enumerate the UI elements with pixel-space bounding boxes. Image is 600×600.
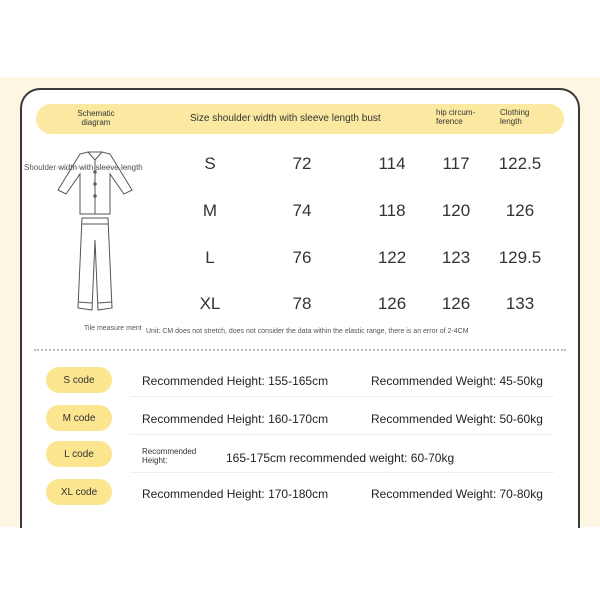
size-code-pill: XL code (46, 479, 112, 505)
cell-size: L (205, 248, 215, 267)
cell-length: 126 (505, 201, 535, 220)
cell-bust: 118 (378, 201, 406, 220)
cell-shoulder-sleeve: 74 (292, 201, 312, 220)
header-schematic: Schematic diagram (77, 109, 115, 127)
cell-hip: 120 (441, 201, 471, 220)
cell-hip: 123 (441, 248, 471, 267)
header-length: Clothing length (500, 108, 530, 126)
row-divider (130, 396, 554, 397)
cell-hip: 126 (441, 294, 471, 313)
recommended-height-weight: 165-175cm recommended weight: 60-70kg (226, 451, 455, 465)
cell-shoulder-sleeve: 72 (292, 154, 312, 173)
recommended-height: Recommended Height: 160-170cm (142, 412, 329, 426)
cell-bust: 122 (377, 248, 407, 267)
recommended-height-label: Recommended Height: (142, 447, 197, 465)
measurement-note: Unit: CM does not stretch, does not consider the data within the elastic range, there is an error of 2-4CM (146, 328, 469, 335)
cell-size: XL (199, 294, 221, 313)
header-main-columns: Size shoulder width with sleeve length bust (190, 113, 381, 124)
recommended-weight: Recommended Weight: 50-60kg (371, 412, 543, 426)
cell-bust: 126 (377, 294, 407, 313)
cell-length: 133 (505, 294, 535, 313)
size-code-pill: M code (46, 405, 112, 431)
cell-hip: 117 (442, 154, 470, 173)
header-hip: hip circum- ference (436, 108, 476, 126)
cell-shoulder-sleeve: 78 (292, 294, 312, 313)
cell-shoulder-sleeve: 76 (292, 248, 312, 267)
note-prefix: Tile measure ment (84, 325, 142, 332)
recommended-height: Recommended Height: 155-165cm (142, 374, 329, 388)
recommended-weight: Recommended Weight: 70-80kg (371, 487, 543, 501)
recommended-weight: Recommended Weight: 45-50kg (371, 374, 543, 388)
cell-size: S (204, 154, 216, 173)
cell-length: 122.5 (498, 154, 542, 173)
cell-bust: 114 (378, 154, 406, 173)
row-divider (130, 434, 554, 435)
cell-size: M (202, 201, 218, 220)
cell-length: 129.5 (498, 248, 542, 267)
dotted-divider (34, 349, 566, 351)
diagram-label: Shoulder width with sleeve length (24, 163, 143, 172)
row-divider (130, 472, 554, 473)
recommended-height: Recommended Height: 170-180cm (142, 487, 329, 501)
size-code-pill: L code (46, 441, 112, 467)
size-code-pill: S code (46, 367, 112, 393)
